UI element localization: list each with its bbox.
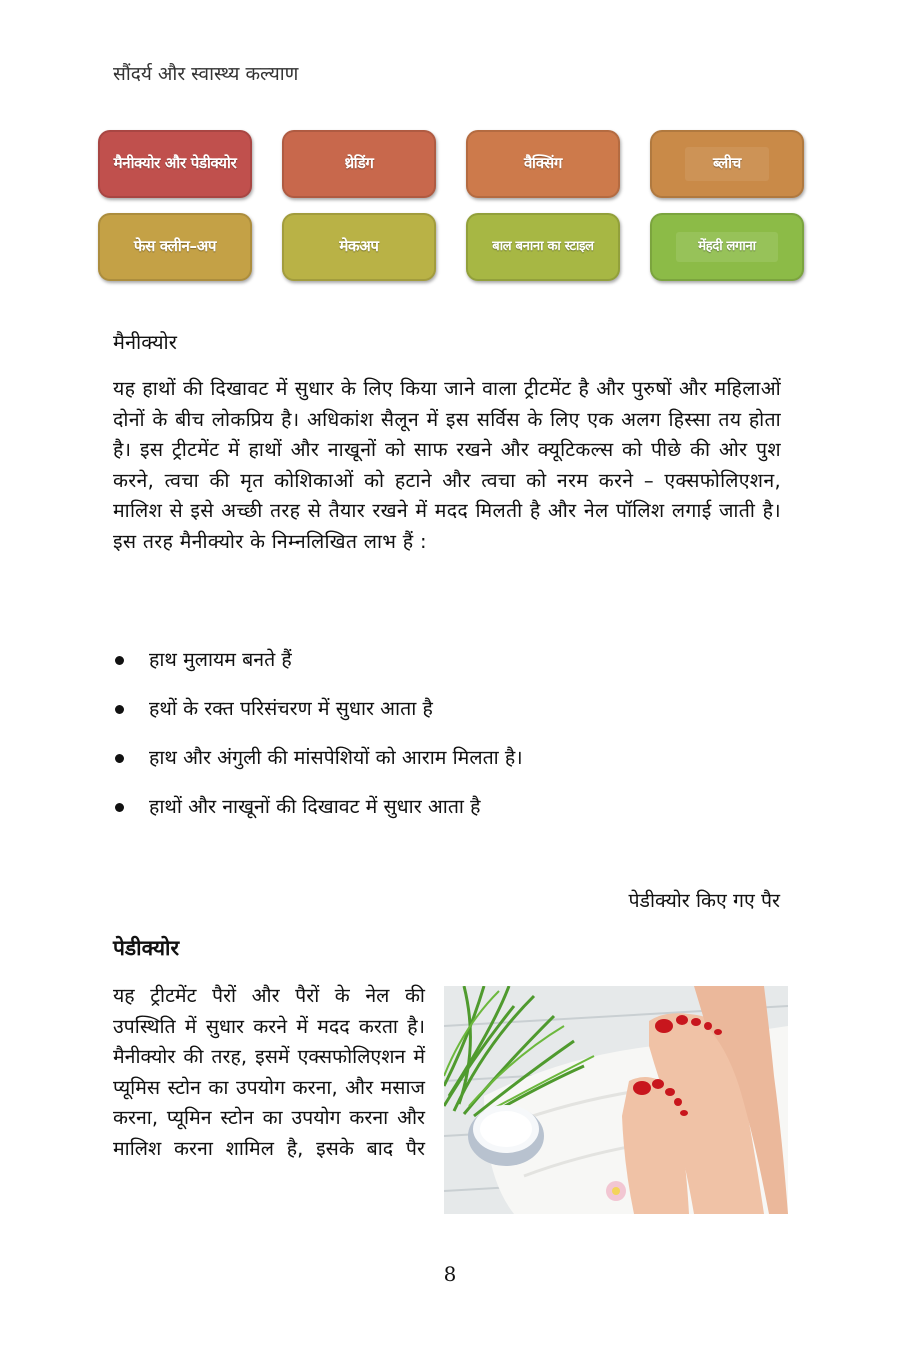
image-caption: पेडीक्योर किए गए पैर <box>628 889 780 912</box>
pedicured-feet-photo <box>444 986 788 1214</box>
pedicured-feet-illustration <box>444 986 788 1214</box>
benefit-text: हाथों और नाखूनों की दिखावट में सुधार आता है <box>149 795 481 818</box>
tile-label: मेकअप <box>339 237 379 256</box>
tile-hair-styling[interactable] <box>466 213 620 281</box>
benefit-text: हाथ मुलायम बनते हैं <box>149 648 292 671</box>
tile-face-cleanup[interactable] <box>98 213 252 281</box>
tile-waxing[interactable] <box>466 130 620 198</box>
tile-label: थ्रेडिंग <box>344 154 374 173</box>
tile-label: ब्लीच <box>685 147 769 180</box>
list-item <box>113 692 781 741</box>
tile-manicure-pedicure[interactable] <box>98 130 252 198</box>
tile-threading[interactable] <box>282 130 436 198</box>
tile-bleach[interactable] <box>650 130 804 198</box>
tile-label: मेंहदी लगाना <box>676 232 777 263</box>
manicure-benefits-list <box>113 643 781 839</box>
running-head: सौंदर्य और स्वास्थ्य कल्याण <box>113 63 299 85</box>
manicure-paragraph: यह हाथों की दिखावट में सुधार के लिए किया जाने वाला ट्रीटमेंट है और पुरुषों और महिलाओं दोनों के बीच लोकप्रिय है। अधिकांश सैलून में इस सर्विस के लिए एक अलग हिस्सा तय होता है। इस ट्रीटमेंट में हाथों और नाखूनों को साफ रखने और क्यूटिकल्स को पीछे की ओर पुश करने, त्वचा की मृत कोशिकाओं को हटाने और त्वचा को नरम करने – एक्सफोलिएशन, मालिश से इसे अच्छी तरह से तैयार रखने में मदद मिलती है और नेल पॉलिश लगाई जाती है। इस तरह मैनीक्योर के निम्नलिखित लाभ हैं : <box>113 377 781 553</box>
tile-label: मैनीक्योर और पेडीक्योर <box>113 154 237 173</box>
tile-label: बाल बनाना का स्टाइल <box>492 238 594 254</box>
list-item <box>113 790 781 839</box>
bullet-icon <box>115 803 124 812</box>
manicure-title: मैनीक्योर <box>113 330 177 354</box>
bullet-icon <box>115 754 124 763</box>
list-item <box>113 741 781 790</box>
tile-makeup[interactable] <box>282 213 436 281</box>
benefit-text: हथों के रक्त परिसंचरण में सुधार आता है <box>149 697 433 720</box>
benefit-text: हाथ और अंगुली की मांसपेशियों को आराम मिलता है। <box>149 746 523 769</box>
pedicure-title: पेडीक्योर <box>113 936 180 960</box>
page-number: 8 <box>443 1262 457 1286</box>
bullet-icon <box>115 705 124 714</box>
tile-label: फेस क्लीन–अप <box>133 237 217 256</box>
pedicure-paragraph: यह ट्रीटमेंट पैरों और पैरों के नेल की उपस्थिति में सुधार करने में मदद करता है। मैनीक्योर की तरह, इसमें एक्सफोलिएशन में प्यूमिस स्टोन का उपयोग करना, और मसाज करना, प्यूमिन स्टोन का उपयोग करना और मालिश करना शामिल है, इसके बाद पैर <box>113 984 425 1160</box>
tile-mehndi[interactable] <box>650 213 804 281</box>
tile-label: वैक्सिंग <box>524 154 562 173</box>
bullet-icon <box>115 656 124 665</box>
list-item <box>113 643 781 692</box>
